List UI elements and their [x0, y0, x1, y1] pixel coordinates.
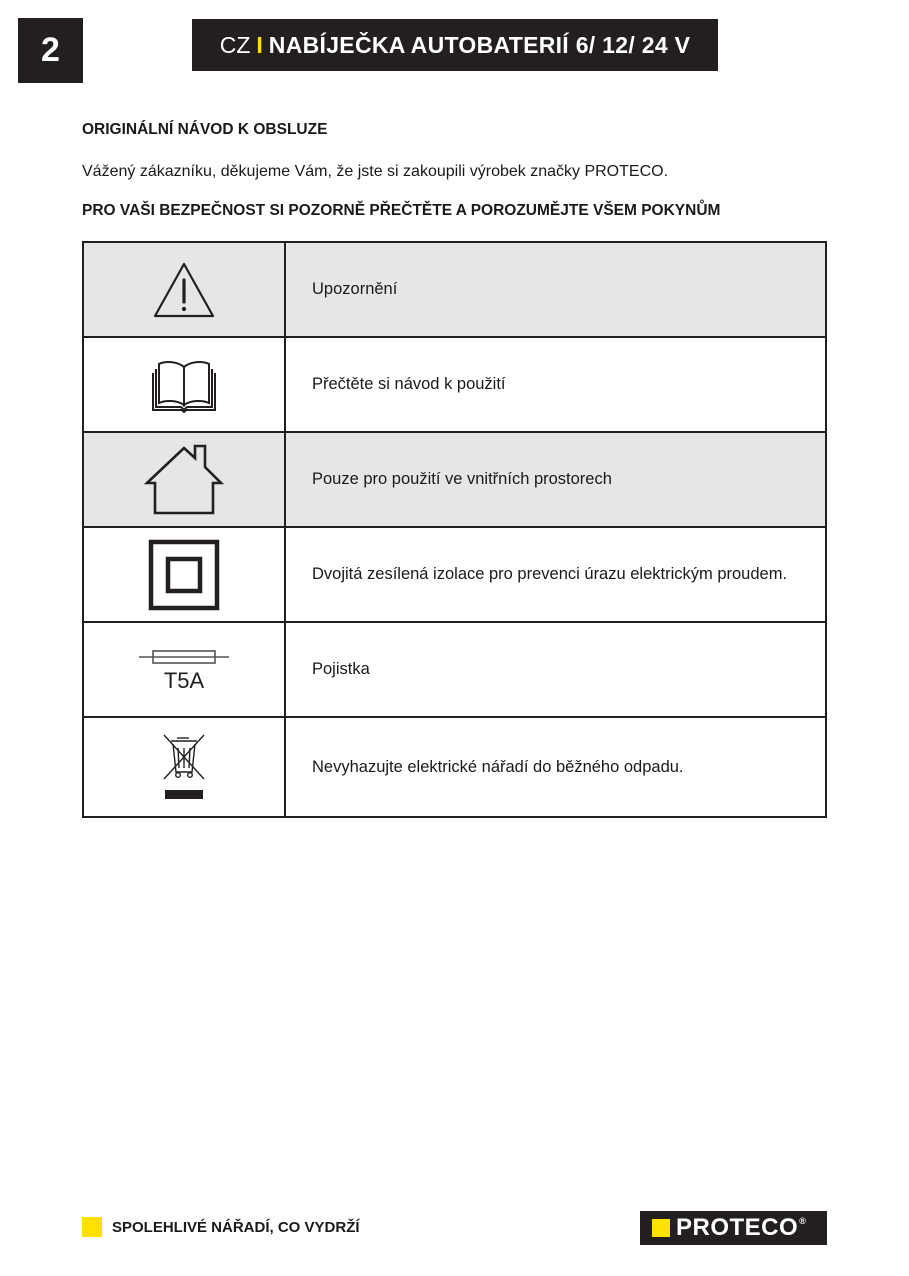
symbol-cell: [83, 432, 285, 527]
safety-heading: PRO VAŠI BEZPEČNOST SI POZORNĚ PŘEČTĚTE A POROZUMĚJTE VŠEM POKYNŮM: [82, 202, 721, 219]
symbols-table: [82, 241, 827, 818]
indoor-house-icon: [143, 443, 225, 517]
intro-text: Vážený zákazníku, děkujeme Vám, že jste si zakoupili výrobek značky PROTECO.: [82, 163, 669, 180]
fuse-rating-label: T5A: [163, 667, 205, 693]
warning-triangle-icon: [152, 261, 216, 319]
manual-heading: ORIGINÁLNÍ NÁVOD K OBSLUZE: [82, 121, 328, 138]
symbol-description: Přečtěte si návod k použití: [285, 337, 826, 432]
table-row: [83, 527, 826, 622]
logo-square-icon: [652, 1219, 670, 1237]
symbol-cell: [83, 717, 285, 817]
fuse-icon: [137, 646, 231, 694]
brand-logo: [640, 1211, 827, 1245]
symbol-cell: [83, 337, 285, 432]
double-insulation-icon: [148, 539, 220, 611]
table-row: [83, 717, 826, 817]
symbol-description: Nevyhazujte elektrické nářadí do běžného odpadu.: [285, 717, 826, 817]
read-manual-icon: [151, 357, 217, 413]
table-row: [83, 432, 826, 527]
registered-mark: ®: [799, 1216, 807, 1226]
symbol-description: Dvojitá zesílená izolace pro prevenci úrazu elektrickým proudem.: [285, 527, 826, 622]
table-row: [83, 337, 826, 432]
table-row: [83, 622, 826, 717]
product-title: NABÍJEČKA AUTOBATERIÍ 6/ 12/ 24 V: [268, 31, 691, 58]
footer-slogan: [82, 1217, 360, 1237]
page-number: 2: [18, 18, 83, 83]
header-title-bar: [192, 19, 718, 71]
language-code: CZ: [219, 31, 251, 58]
slogan-square-icon: [82, 1217, 102, 1237]
symbol-cell: [83, 622, 285, 717]
table-row: [83, 242, 826, 337]
brand-name: PROTECO: [676, 1214, 799, 1241]
symbol-description: Pouze pro použití ve vnitřních prostorech: [285, 432, 826, 527]
header-separator: I: [256, 31, 263, 58]
symbol-description: Upozornění: [285, 242, 826, 337]
slogan-text: SPOLEHLIVÉ NÁŘADÍ, CO VYDRŽÍ: [112, 1218, 360, 1236]
symbol-cell: [83, 242, 285, 337]
weee-crossed-bin-icon: [159, 732, 209, 802]
symbol-description: Pojistka: [285, 622, 826, 717]
symbol-cell: [83, 527, 285, 622]
